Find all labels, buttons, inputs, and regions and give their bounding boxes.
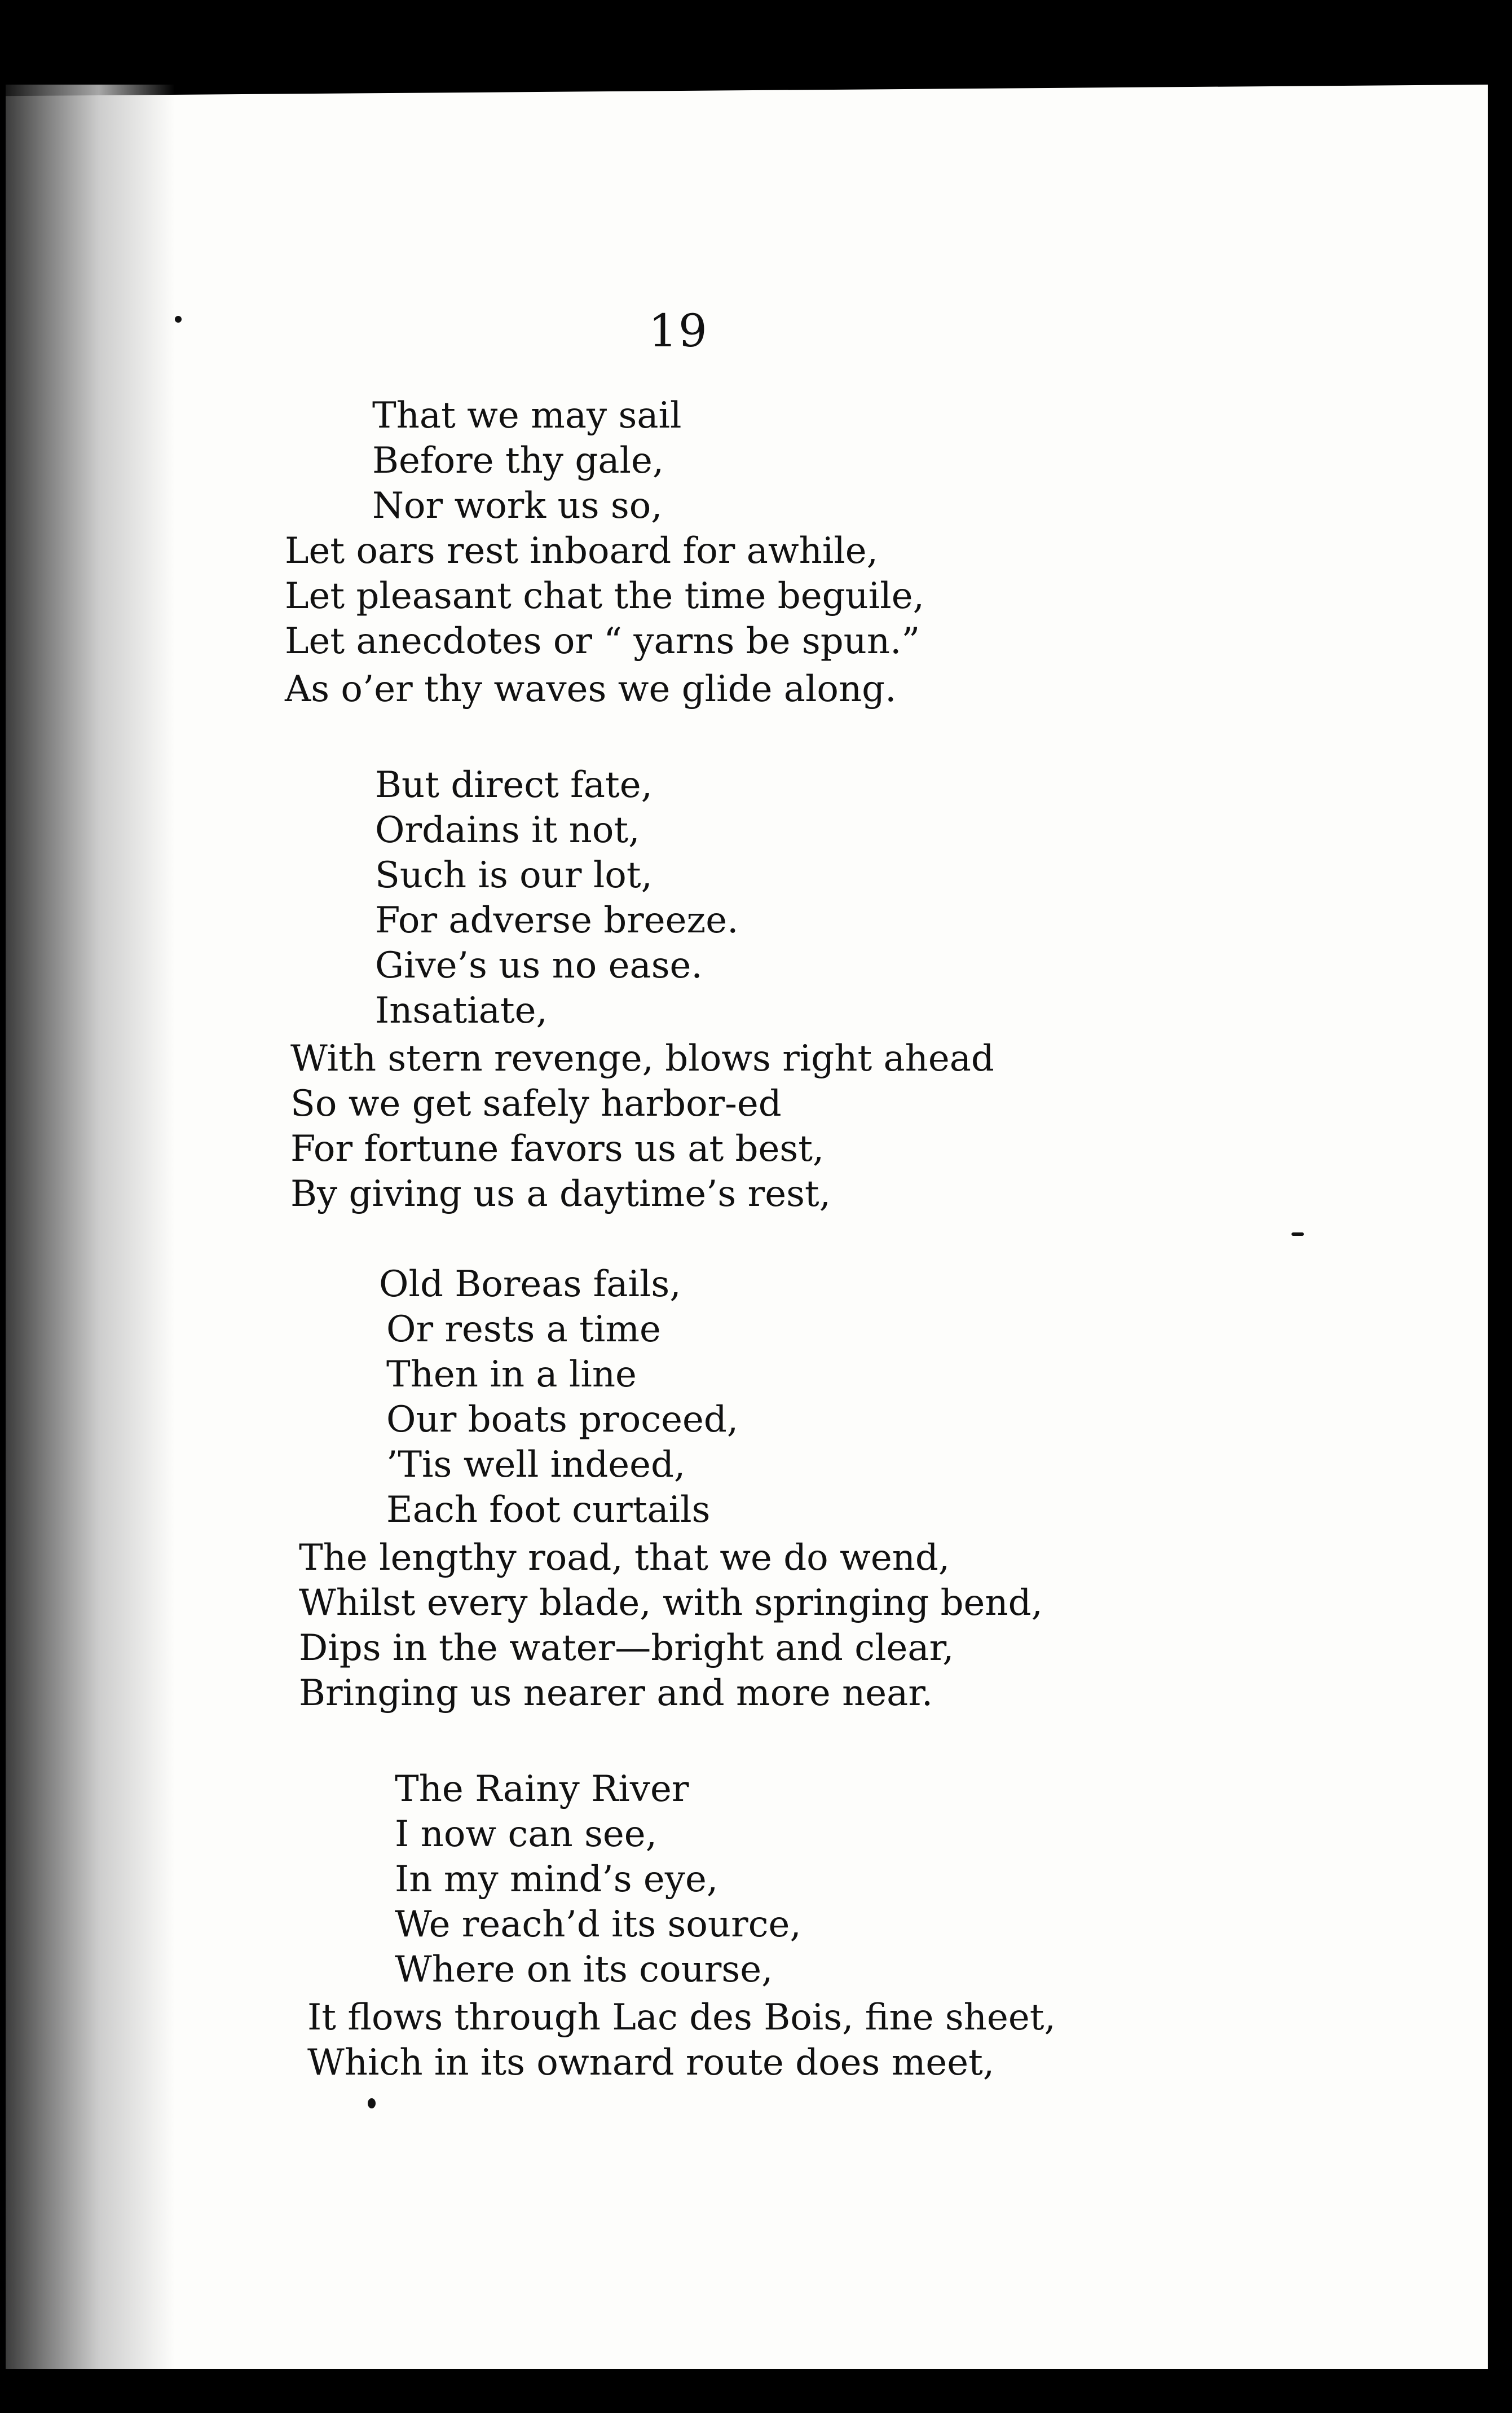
- poem-line: Give’s us no ease.: [375, 945, 703, 987]
- poem-line: Ordains it not,: [375, 809, 640, 851]
- poem-line: ’Tis well indeed,: [386, 1444, 686, 1486]
- poem-line: Our boats proceed,: [386, 1399, 739, 1441]
- poem-line: Nor work us so,: [372, 485, 663, 527]
- poem-line: Where on its course,: [395, 1949, 773, 1991]
- poem-line: The lengthy road, that we do wend,: [299, 1537, 950, 1579]
- poem-line: Let anecdotes or “ yarns be spun.”: [285, 620, 920, 662]
- page-number: 19: [649, 305, 708, 357]
- poem-line: It flows through Lac des Bois, fine sheet,: [307, 1997, 1056, 2038]
- poem-line: Each foot curtails: [386, 1489, 711, 1531]
- ink-blot: [368, 2098, 376, 2108]
- poem-line: Old Boreas fails,: [379, 1263, 681, 1305]
- poem-line: For fortune favors us at best,: [290, 1128, 825, 1170]
- ink-blot: [175, 316, 182, 323]
- poem-line: For adverse breeze.: [375, 900, 739, 941]
- poem-line: That we may sail: [372, 395, 682, 437]
- poem-line: Insatiate,: [375, 990, 548, 1032]
- poem-line: I now can see,: [395, 1813, 657, 1855]
- poem-line: So we get safely harbor-ed: [290, 1083, 782, 1125]
- poem-line: As o’er thy waves we glide along.: [285, 668, 897, 710]
- ink-blot: [1291, 1232, 1304, 1236]
- poem-line: But direct fate,: [375, 764, 653, 806]
- poem-line: Let oars rest inboard for awhile,: [285, 530, 878, 572]
- poem-line: Which in its ownard route does meet,: [307, 2042, 995, 2084]
- poem-line: Such is our lot,: [375, 855, 653, 896]
- poem-line: We reach’d its source,: [395, 1904, 801, 1945]
- poem-line: The Rainy River: [395, 1768, 689, 1810]
- poem-line: In my mind’s eye,: [395, 1859, 718, 1900]
- poem-line: Let pleasant chat the time beguile,: [285, 575, 924, 617]
- poem-line: Whilst every blade, with springing bend,: [299, 1582, 1043, 1624]
- poem-line: By giving us a daytime’s rest,: [290, 1173, 831, 1215]
- poem-line: With stern revenge, blows right ahead: [290, 1038, 994, 1080]
- poem-line: Dips in the water—bright and clear,: [299, 1627, 954, 1669]
- poem-line: Before thy gale,: [372, 440, 664, 482]
- poem-line: Then in a line: [386, 1354, 637, 1395]
- poem-line: Or rests a time: [386, 1309, 661, 1350]
- poem-line: Bringing us nearer and more near.: [299, 1672, 933, 1714]
